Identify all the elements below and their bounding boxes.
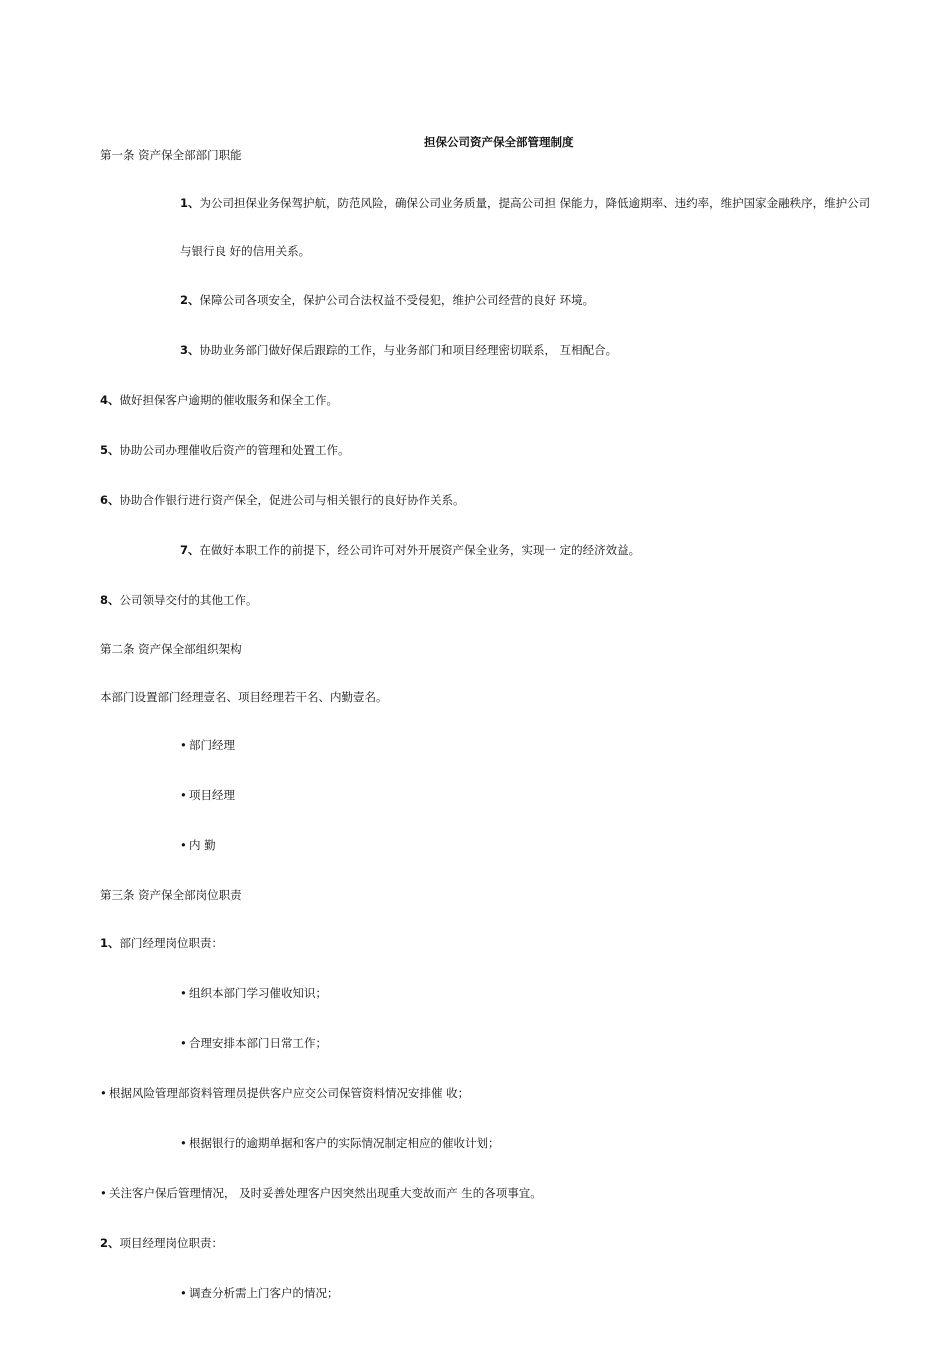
line-text: 调查分析需上门客户的情况； [189, 1286, 339, 1300]
line-text: 在做好本职工作的前提下，经公司许可对外开展资产保全业务，实现一 定的经济效益。 [199, 543, 641, 557]
bullet-item [180, 985, 327, 1001]
line-text: 部门经理 [189, 738, 235, 752]
item-number: 6 [100, 493, 109, 507]
item-separator: 、 [108, 936, 120, 950]
list-item [100, 492, 465, 508]
item-number: 4 [100, 393, 109, 407]
item-separator: 、 [188, 293, 200, 307]
article-3-heading [100, 887, 242, 903]
paragraph [100, 689, 388, 705]
bullet-icon: • [180, 838, 187, 852]
list-item [100, 592, 258, 608]
item-number: 7 [180, 543, 189, 557]
line-text: 合理安排本部门日常工作； [189, 1036, 327, 1050]
item-number: 8 [100, 593, 109, 607]
bullet-icon: • [100, 1086, 107, 1100]
article-2-heading [100, 641, 242, 657]
item-separator: 、 [108, 443, 120, 457]
list-item [180, 342, 617, 358]
bullet-icon: • [180, 1286, 187, 1300]
document-title: 担保公司资产保全部管理制度 [424, 135, 574, 149]
bullet-item [180, 737, 235, 753]
bullet-item [180, 1135, 500, 1151]
list-item [180, 542, 640, 558]
line-text: 本部门设置部门经理壹名、项目经理若干名、内勤壹名。 [100, 690, 388, 704]
item-number: 1 [100, 936, 109, 950]
line-text: 项目经理岗位职责： [119, 1236, 224, 1250]
line-text: 第一条 资产保全部部门职能 [100, 148, 242, 162]
article-1-heading [100, 147, 242, 163]
list-item [180, 195, 870, 211]
line-text: 与银行良 好的信用关系。 [180, 244, 311, 258]
bullet-icon: • [180, 788, 187, 802]
item-number: 3 [180, 343, 189, 357]
bullet-icon: • [180, 986, 187, 1000]
item-number: 5 [100, 443, 109, 457]
line-text: 根据风险管理部资料管理员提供客户应交公司保管资料情况安排催 收； [109, 1086, 470, 1100]
bullet-item [180, 1285, 339, 1301]
item-separator: 、 [188, 196, 200, 210]
bullet-icon: • [180, 1136, 187, 1150]
line-text: 协助业务部门做好保后跟踪的工作，与业务部门和项目经理密切联系， 互相配合。 [199, 343, 618, 357]
item-separator: 、 [188, 543, 200, 557]
item-separator: 、 [188, 343, 200, 357]
line-text: 第三条 资产保全部岗位职责 [100, 888, 242, 902]
item-separator: 、 [108, 1236, 120, 1250]
bullet-item [180, 837, 216, 853]
bullet-item [180, 787, 235, 803]
line-text: 根据银行的逾期单据和客户的实际情况制定相应的催收计划； [189, 1136, 500, 1150]
bullet-item [100, 1185, 542, 1201]
line-text: 协助公司办理催收后资产的管理和处置工作。 [119, 443, 350, 457]
line-text: 关注客户保后管理情况， 及时妥善处理客户因突然出现重大变故而产 生的各项事宜。 [109, 1186, 542, 1200]
item-number: 1 [180, 196, 189, 210]
item-separator: 、 [108, 393, 120, 407]
item-separator: 、 [108, 493, 120, 507]
line-text: 组织本部门学习催收知识； [189, 986, 327, 1000]
bullet-icon: • [180, 1036, 187, 1050]
line-text: 第二条 资产保全部组织架构 [100, 642, 242, 656]
bullet-item [180, 1035, 327, 1051]
bullet-item [100, 1085, 469, 1101]
line-text: 项目经理 [189, 788, 235, 802]
list-item [180, 292, 594, 308]
bullet-icon: • [100, 1186, 107, 1200]
line-text: 部门经理岗位职责： [119, 936, 224, 950]
list-item [100, 935, 223, 951]
item-number: 2 [180, 293, 189, 307]
bullet-icon: • [180, 738, 187, 752]
line-text: 协助合作银行进行资产保全，促进公司与相关银行的良好协作关系。 [119, 493, 465, 507]
line-text: 为公司担保业务保驾护航，防范风险，确保公司业务质量，提高公司担 保能力，降低逾期率、违约率，维护国家金融秩序，维护公司 [199, 196, 871, 210]
list-item [100, 392, 338, 408]
item-number: 2 [100, 1236, 109, 1250]
item-separator: 、 [108, 593, 120, 607]
line-text: 保障公司各项安全，保护公司合法权益不受侵犯，维护公司经营的良好 环境。 [199, 293, 595, 307]
list-item [100, 442, 350, 458]
list-item-continuation [180, 243, 310, 259]
line-text: 内 勤 [189, 838, 216, 852]
line-text: 公司领导交付的其他工作。 [119, 593, 258, 607]
list-item [100, 1235, 223, 1251]
line-text: 做好担保客户逾期的催收服务和保全工作。 [119, 393, 339, 407]
